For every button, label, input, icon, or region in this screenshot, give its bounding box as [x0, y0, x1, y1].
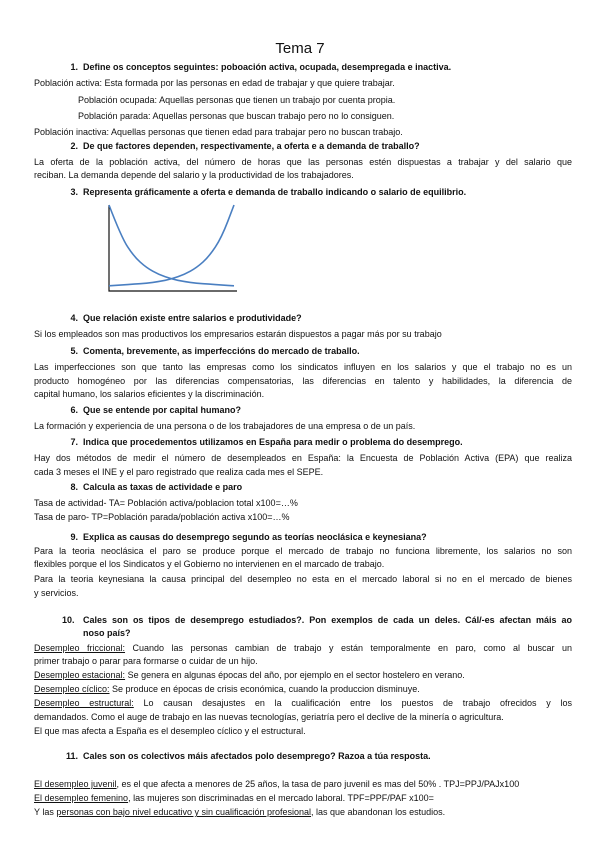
- question-10: [62, 614, 572, 626]
- question-text: Indica que procedementos utilizamos en España para medir o problema do desemprego.: [83, 437, 463, 447]
- answer-line: Para la teoria neoclásica el paro se produce porque el mercado de trabajo no funciona libremente, los salarios no son: [34, 546, 572, 556]
- question-9: [62, 531, 572, 543]
- question-text: Representa gráficamente a oferta e demanda de traballo indicando o salario de equilibrio.: [83, 187, 467, 197]
- answer-text: , es el que afecta a menores de 25 años, la tasa de paro juvenil es mas del 50% . TPJ=PPJ/PAJx100: [116, 779, 520, 789]
- answer-line: Si los empleados son mas productivos los empresarios estarán dispuestos a pagar más por su trabajo: [34, 329, 442, 339]
- question-text: Calcula as taxas de actividade e paro: [83, 482, 243, 492]
- answer-line: Para la teoria keynesiana la causa principal del desempleo no esta en el mercado laboral si no en el mercado de bienes: [34, 574, 572, 584]
- question-text: Comenta, brevemente, as imperfeccións do mercado de traballo.: [83, 346, 360, 356]
- question-text-continued: noso país?: [83, 628, 131, 638]
- answer-text: Cuando las personas cambian de trabajo y están temporalmente en paro, como al buscar un: [125, 643, 572, 653]
- question-number: 1.: [70, 62, 78, 72]
- answer-line: La formación y experiencia de una persona o de los trabajadores de una empresa o de un país.: [34, 421, 416, 431]
- question-number: 8.: [70, 482, 78, 492]
- supply-demand-chart: [99, 203, 239, 295]
- answer-text: Lo causan desajustes en la cualificación entre los puestos de trabajo ofrecidos y los: [133, 698, 572, 708]
- answer-line: Población parada: Aquellas personas que buscan trabajo pero no lo consiguen.: [78, 111, 395, 121]
- answer-line: [34, 697, 572, 709]
- question-text: Define os conceptos seguintes: poboación activa, ocupada, desempregada e inactiva.: [83, 62, 452, 72]
- term-label: Desempleo friccional:: [34, 643, 126, 653]
- question-number: 4.: [70, 313, 78, 323]
- question-3: [62, 186, 572, 198]
- question-number: 11.: [65, 751, 78, 761]
- question-number: 10.: [62, 615, 75, 625]
- answer-line: [34, 683, 572, 695]
- answer-text: Se genera en algunas épocas del año, por ejemplo en el sector hostelero en verano.: [125, 670, 465, 680]
- question-1: [62, 61, 572, 73]
- term-label: El desempleo femenino: [34, 793, 129, 803]
- page-title: Tema 7: [275, 40, 325, 57]
- answer-line: [34, 642, 572, 654]
- series-line-demanda: [109, 205, 234, 286]
- answer-line: [34, 806, 572, 818]
- question-4: [62, 312, 572, 324]
- question-number: 3.: [70, 187, 78, 197]
- answer-text: , las que abandonan los estudios.: [311, 807, 446, 817]
- series-line-oferta: [109, 205, 234, 286]
- question-11: [62, 750, 572, 762]
- answer-line: El que mas afecta a España es el desempleo cíclico y el estructural.: [34, 726, 306, 736]
- question-number: 7.: [70, 437, 78, 447]
- answer-line: Tasa de actividad- TA= Población activa/poblacion total x100=…%: [34, 498, 298, 508]
- question-text: Cales son os colectivos máis afectados polo desemprego? Razoa a túa resposta.: [83, 751, 431, 761]
- answer-line: cada 3 meses el INE y el paro registrado que realiza cada mes el SEPE.: [34, 467, 324, 477]
- question-text: Cales son os tipos de desemprego estudiados?. Pon exemplos de cada un deles. Cál/-es afectan máis ao: [83, 615, 572, 625]
- answer-line: Tasa de paro- TP=Población parada/población activa x100=…%: [34, 512, 290, 522]
- question-2: [62, 140, 572, 152]
- answer-line: Hay dos métodos de medir el número de desempleados en España: la Encuesta de Población Activa (EPA) que realiza: [34, 453, 572, 463]
- term-label: Desempleo cíclico:: [34, 684, 110, 694]
- question-5: [62, 345, 572, 357]
- question-number: 9.: [70, 532, 78, 542]
- answer-line: flexibles porque el los Sindicatos y el Gobierno no intervienen en el marcado de trabajo.: [34, 559, 385, 569]
- question-number: 6.: [70, 405, 78, 415]
- answer-line: reciban. La demanda depende del salario y la productividad de los trabajadores.: [34, 170, 354, 180]
- answer-line: Las imperfecciones son que tanto las empresas como los sindicatos influyen en los salarios y que el trabajo no es un: [34, 362, 572, 372]
- answer-line: Población ocupada: Aquellas personas que tienen un trabajo por cuenta propia.: [78, 95, 396, 105]
- answer-line: [34, 778, 572, 790]
- answer-line: capital humano, los salarios eficientes y la discriminación.: [34, 389, 265, 399]
- term-label: Desempleo estructural:: [34, 698, 134, 708]
- term-label: Desempleo estacional:: [34, 670, 126, 680]
- question-number: 5.: [70, 346, 78, 356]
- question-6: [62, 404, 572, 416]
- question-7: [62, 436, 572, 448]
- answer-line: demandados. Como el auge de trabajo en las nuevas tecnologías, geriatría pero el declive de la minería o agricultura.: [34, 712, 504, 722]
- question-text: Que relación existe entre salarios e produtividade?: [83, 313, 302, 323]
- question-text: De que factores dependen, respectivamente, a oferta e a demanda de traballo?: [83, 141, 420, 151]
- question-text: Que se entende por capital humano?: [83, 405, 242, 415]
- answer-text: Y las: [34, 807, 57, 817]
- answer-text: , las mujeres son discriminadas en el mercado laboral. TPF=PPF/PAF x100=: [128, 793, 434, 803]
- answer-line: producto homogéneo por las diferencias compensatorias, las diferencias en talento y habilidades, la diferencia de: [34, 376, 572, 386]
- question-8: [62, 481, 572, 493]
- answer-line: y servicios.: [34, 588, 79, 598]
- term-label: El desempleo juvenil: [34, 779, 117, 789]
- question-number: 2.: [70, 141, 78, 151]
- answer-text: Se produce en épocas de crisis económica, cuando la produccion disminuye.: [109, 684, 420, 694]
- term-label: personas con bajo nivel educativo y sin cualificación profesional: [56, 807, 312, 817]
- question-text: Explica as causas do desemprego segundo as teorías neoclásica e keynesiana?: [83, 532, 427, 542]
- answer-line: Población inactiva: Aquellas personas que tienen edad para trabajar pero no buscan trabajo.: [34, 127, 403, 137]
- answer-line: Población activa: Esta formada por las personas en edad de trabajar y que quiere trabajar.: [34, 78, 395, 88]
- answer-line: [34, 792, 572, 804]
- answer-line: [34, 669, 572, 681]
- answer-line: La oferta de la población activa, del número de horas que las personas estén dispuestas a trabajar y del salario que: [34, 157, 572, 167]
- answer-line: primer trabajo o parar para formarse o cuidar de un hijo.: [34, 656, 258, 666]
